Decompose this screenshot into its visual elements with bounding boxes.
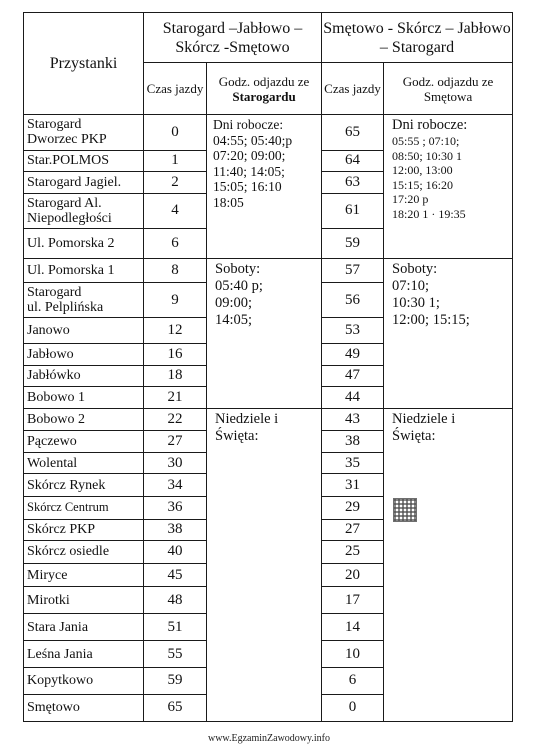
travel-time-b: 53 xyxy=(322,318,384,344)
departure-a-place: Starogardu xyxy=(232,88,296,104)
time-a-header: Czas jazdy xyxy=(144,63,207,115)
travel-time-a: 16 xyxy=(144,344,207,366)
departures-b xyxy=(384,115,513,259)
departures-a: Niedziele i Święta: xyxy=(207,408,322,721)
footer-watermark: www.EgzaminZawodowy.info xyxy=(207,733,330,744)
stop-name: Kopytkowo xyxy=(24,668,144,695)
departures-b-weekday-times: 05:55 ; 07:10; 08:50; 10:30 1 12:00, 13:00 15:15; 16:20 17:20 p 18:20 1 · 19:35 xyxy=(392,134,466,221)
stop-name: Miryce xyxy=(24,563,144,587)
time-b-header: Czas jazdy xyxy=(322,63,384,115)
table-row xyxy=(24,115,513,151)
travel-time-a: 30 xyxy=(144,452,207,474)
travel-time-b: 64 xyxy=(322,150,384,172)
departures-b: Soboty: 07:10; 10:30 1; 12:00; 15:15; xyxy=(384,259,513,409)
travel-time-a: 6 xyxy=(144,229,207,259)
stop-name: Starogard ul. Pelplińska xyxy=(24,282,144,318)
travel-time-b: 43 xyxy=(322,408,384,431)
stop-name: Mirotki xyxy=(24,587,144,614)
stop-name: Skórcz Centrum xyxy=(24,496,144,519)
stop-name: Smętowo xyxy=(24,694,144,721)
departures-a: Dni robocze: 04:55; 05:40;p 07:20; 09:00; 11:40; 14:05; 15:05; 16:10 18:05 xyxy=(207,115,322,259)
travel-time-b: 25 xyxy=(322,541,384,564)
stop-name: Leśna Jania xyxy=(24,641,144,668)
travel-time-a: 22 xyxy=(144,408,207,431)
travel-time-a: 0 xyxy=(144,115,207,151)
travel-time-a: 51 xyxy=(144,614,207,641)
travel-time-a: 40 xyxy=(144,541,207,564)
travel-time-b: 57 xyxy=(322,259,384,283)
stop-name: Skórcz Rynek xyxy=(24,474,144,497)
travel-time-a: 34 xyxy=(144,474,207,497)
travel-time-a: 12 xyxy=(144,318,207,344)
stop-name: Pączewo xyxy=(24,431,144,453)
travel-time-b: 10 xyxy=(322,641,384,668)
stop-name: Starogard Al. Niepodległości xyxy=(24,193,144,229)
travel-time-a: 36 xyxy=(144,496,207,519)
stop-name: Bobowo 2 xyxy=(24,408,144,431)
stop-name: Ul. Pomorska 2 xyxy=(24,229,144,259)
travel-time-a: 38 xyxy=(144,519,207,541)
travel-time-a: 1 xyxy=(144,150,207,172)
travel-time-a: 65 xyxy=(144,694,207,721)
stop-name: Jabłówko xyxy=(24,365,144,387)
travel-time-b: 29 xyxy=(322,496,384,519)
table-row xyxy=(24,259,513,283)
travel-time-b: 17 xyxy=(322,587,384,614)
stop-name: Starogard Jagiel. xyxy=(24,172,144,194)
stop-name: Skórcz PKP xyxy=(24,519,144,541)
travel-time-a: 45 xyxy=(144,563,207,587)
travel-time-b: 14 xyxy=(322,614,384,641)
travel-time-b: 0 xyxy=(322,694,384,721)
route-a-header: Starogard –Jabłowo – Skórcz -Smętowo xyxy=(144,13,322,63)
route-b-header: Smętowo - Skórcz – Jabłowo – Starogard xyxy=(322,13,513,63)
stop-name: Star.POLMOS xyxy=(24,150,144,172)
travel-time-b: 6 xyxy=(322,668,384,695)
departure-b-header: Godz. odjazdu ze Smętowa xyxy=(384,63,513,115)
stop-name: Stara Jania xyxy=(24,614,144,641)
stop-name: Ul. Pomorska 1 xyxy=(24,259,144,283)
travel-time-b: 65 xyxy=(322,115,384,151)
stop-name: Janowo xyxy=(24,318,144,344)
travel-time-b: 27 xyxy=(322,519,384,541)
travel-time-b: 49 xyxy=(322,344,384,366)
travel-time-b: 63 xyxy=(322,172,384,194)
travel-time-a: 48 xyxy=(144,587,207,614)
departure-a-header xyxy=(207,63,322,115)
bus-timetable xyxy=(23,12,513,722)
travel-time-a: 27 xyxy=(144,431,207,453)
stops-header: Przystanki xyxy=(24,13,144,115)
travel-time-b: 47 xyxy=(322,365,384,387)
travel-time-a: 4 xyxy=(144,193,207,229)
travel-time-a: 21 xyxy=(144,387,207,409)
travel-time-a: 8 xyxy=(144,259,207,283)
departures-b-weekday-title: Dni robocze: xyxy=(392,117,468,133)
travel-time-b: 56 xyxy=(322,282,384,318)
stop-name: Wolental xyxy=(24,452,144,474)
travel-time-b: 38 xyxy=(322,431,384,453)
stop-name: Jabłowo xyxy=(24,344,144,366)
qr-code-icon xyxy=(393,498,417,522)
departures-a: Soboty: 05:40 p; 09:00; 14:05; xyxy=(207,259,322,409)
travel-time-a: 59 xyxy=(144,668,207,695)
travel-time-b: 35 xyxy=(322,452,384,474)
travel-time-a: 9 xyxy=(144,282,207,318)
travel-time-b: 61 xyxy=(322,193,384,229)
stop-name: Bobowo 1 xyxy=(24,387,144,409)
travel-time-b: 59 xyxy=(322,229,384,259)
departure-a-label: Godz. odjazdu ze xyxy=(218,73,310,89)
travel-time-a: 18 xyxy=(144,365,207,387)
timetable-body xyxy=(24,115,513,722)
travel-time-a: 2 xyxy=(144,172,207,194)
travel-time-b: 31 xyxy=(322,474,384,497)
stop-name: Starogard Dworzec PKP xyxy=(24,115,144,151)
stop-name: Skórcz osiedle xyxy=(24,541,144,564)
table-row xyxy=(24,408,513,431)
travel-time-b: 44 xyxy=(322,387,384,409)
travel-time-b: 20 xyxy=(322,563,384,587)
departures-b: Niedziele i Święta: xyxy=(384,408,513,721)
travel-time-a: 55 xyxy=(144,641,207,668)
